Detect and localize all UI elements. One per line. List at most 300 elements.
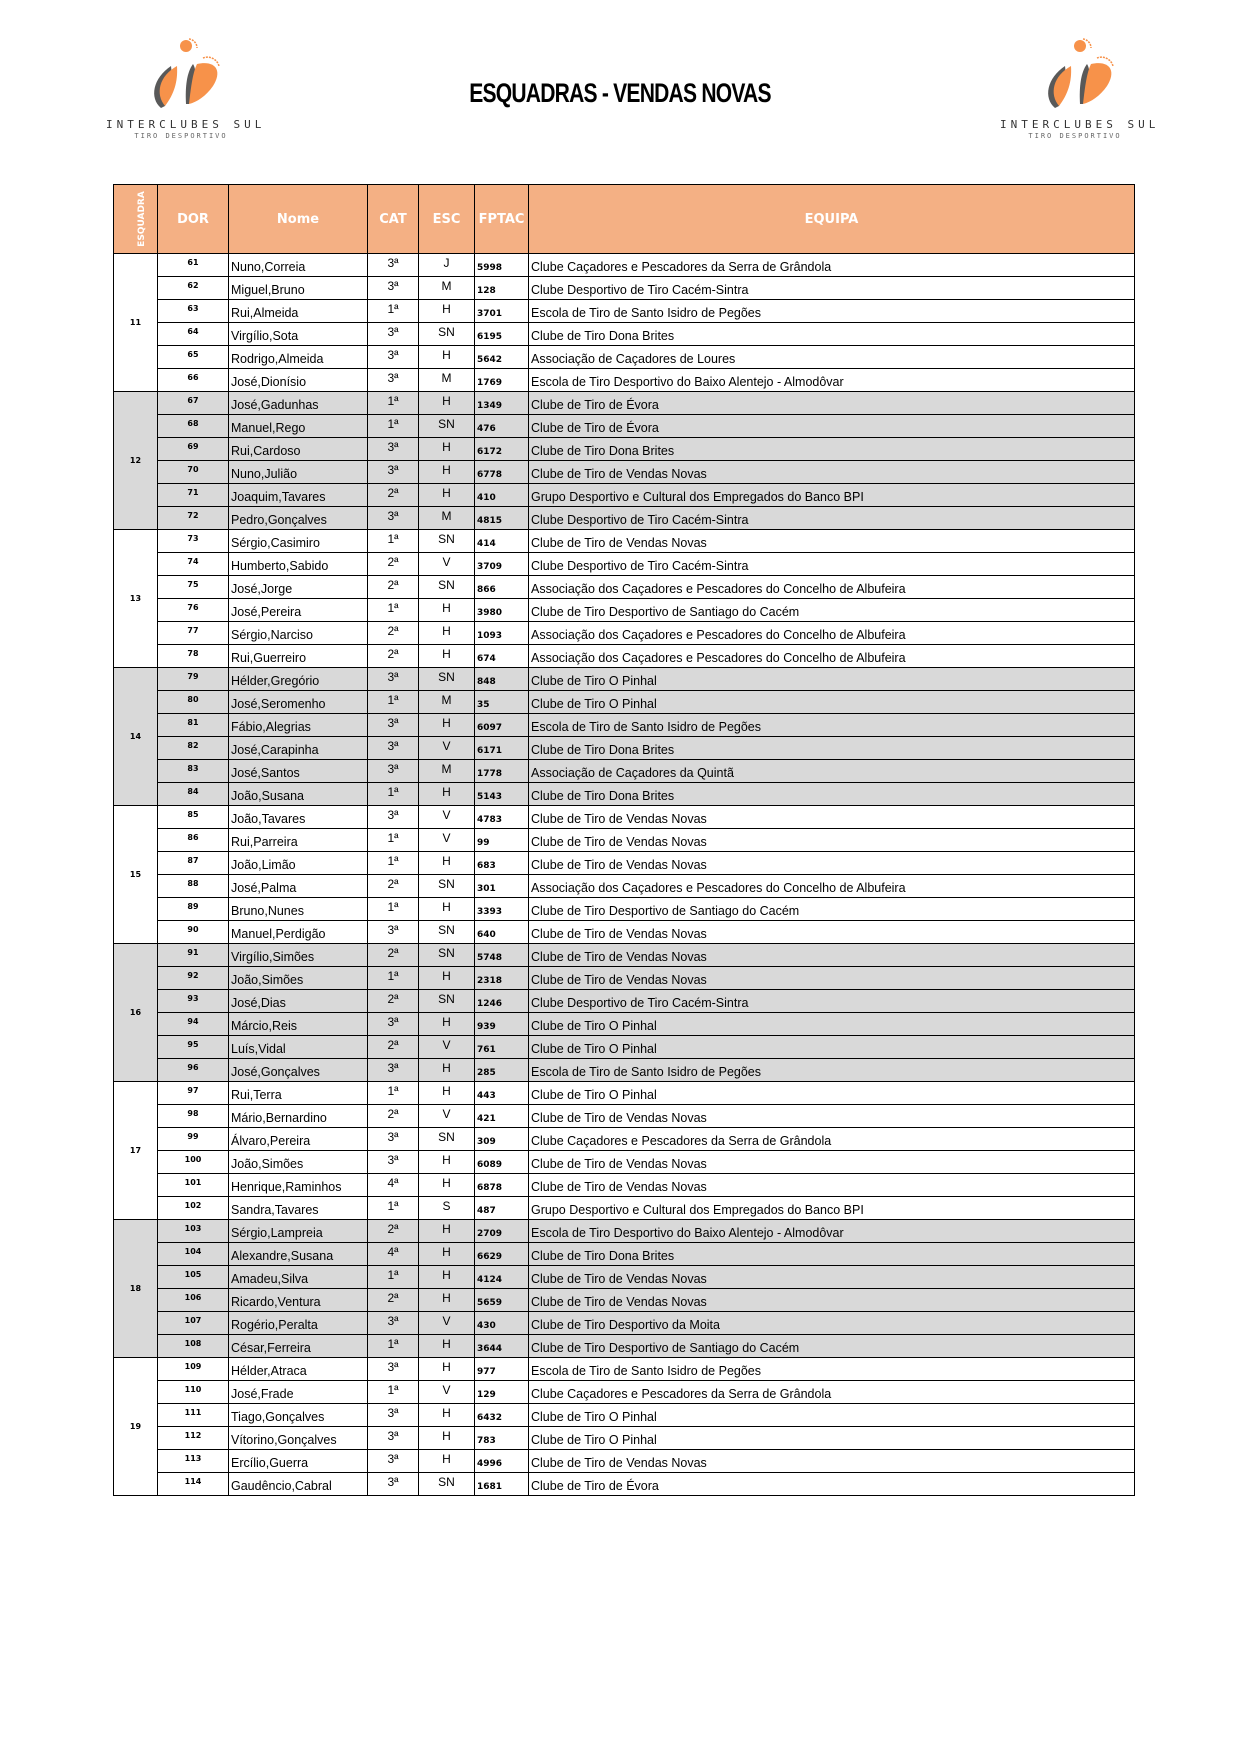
cell-esc: SN (419, 415, 475, 438)
cell-nome: Nuno,Correia (229, 254, 368, 277)
cell-fptac: 128 (475, 277, 529, 300)
page-title: ESQUADRAS - VENDAS NOVAS (469, 78, 771, 108)
table-row (114, 737, 1135, 760)
cell-dor: 102 (158, 1197, 229, 1220)
table-row (114, 576, 1135, 599)
cell-cat: 2ª (368, 645, 419, 668)
cell-dor: 105 (158, 1266, 229, 1289)
cell-dor: 86 (158, 829, 229, 852)
cell-esc: H (419, 852, 475, 875)
cell-dor: 74 (158, 553, 229, 576)
cell-nome: João,Simões (229, 967, 368, 990)
cell-equipa: Clube Desportivo de Tiro Cacém-Sintra (529, 507, 1135, 530)
cell-equipa: Associação dos Caçadores e Pescadores do Concelho de Albufeira (529, 622, 1135, 645)
table-row (114, 691, 1135, 714)
cell-esc: H (419, 622, 475, 645)
cell-equipa: Clube de Tiro de Vendas Novas (529, 1151, 1135, 1174)
table-row (114, 1013, 1135, 1036)
cell-cat: 3ª (368, 1404, 419, 1427)
table-row (114, 1243, 1135, 1266)
cell-equipa: Escola de Tiro de Santo Isidro de Pegões (529, 1059, 1135, 1082)
cell-fptac: 683 (475, 852, 529, 875)
cell-cat: 3ª (368, 921, 419, 944)
cell-cat: 3ª (368, 277, 419, 300)
cell-dor: 94 (158, 1013, 229, 1036)
cell-cat: 3ª (368, 714, 419, 737)
cell-cat: 3ª (368, 369, 419, 392)
cell-esc: H (419, 1151, 475, 1174)
cell-equipa: Clube Caçadores e Pescadores da Serra de Grândola (529, 1128, 1135, 1151)
cell-fptac: 640 (475, 921, 529, 944)
cell-equipa: Clube de Tiro de Vendas Novas (529, 530, 1135, 553)
cell-esc: SN (419, 323, 475, 346)
table-header-row (114, 185, 1135, 254)
cell-equipa: Clube de Tiro de Vendas Novas (529, 829, 1135, 852)
cell-esc: H (419, 898, 475, 921)
cell-equipa: Clube de Tiro Desportivo de Santiago do Cacém (529, 599, 1135, 622)
cell-fptac: 1769 (475, 369, 529, 392)
cell-dor: 109 (158, 1358, 229, 1381)
cell-equipa: Associação de Caçadores da Quintã (529, 760, 1135, 783)
cell-fptac: 129 (475, 1381, 529, 1404)
cell-esc: J (419, 254, 475, 277)
cell-nome: José,Gadunhas (229, 392, 368, 415)
cell-equipa: Escola de Tiro Desportivo do Baixo Alentejo - Almodôvar (529, 1220, 1135, 1243)
cell-esc: SN (419, 944, 475, 967)
table-row (114, 599, 1135, 622)
logo-right (1000, 36, 1160, 146)
column-header-esc: ESC (419, 185, 475, 254)
squad-number: 19 (114, 1358, 158, 1496)
cell-esc: V (419, 553, 475, 576)
cell-fptac: 866 (475, 576, 529, 599)
cell-equipa: Grupo Desportivo e Cultural dos Empregados do Banco BPI (529, 484, 1135, 507)
cell-fptac: 5642 (475, 346, 529, 369)
cell-equipa: Clube de Tiro O Pinhal (529, 691, 1135, 714)
cell-cat: 2ª (368, 576, 419, 599)
cell-cat: 1ª (368, 1082, 419, 1105)
cell-nome: Álvaro,Pereira (229, 1128, 368, 1151)
cell-dor: 98 (158, 1105, 229, 1128)
cell-cat: 3ª (368, 1312, 419, 1335)
table-row (114, 1266, 1135, 1289)
cell-equipa: Clube de Tiro O Pinhal (529, 1082, 1135, 1105)
cell-fptac: 5748 (475, 944, 529, 967)
cell-fptac: 99 (475, 829, 529, 852)
squad-number: 18 (114, 1220, 158, 1358)
cell-esc: H (419, 1404, 475, 1427)
cell-nome: Vítorino,Gonçalves (229, 1427, 368, 1450)
table-row (114, 944, 1135, 967)
cell-nome: Alexandre,Susana (229, 1243, 368, 1266)
cell-cat: 2ª (368, 1036, 419, 1059)
cell-dor: 113 (158, 1450, 229, 1473)
cell-equipa: Clube de Tiro O Pinhal (529, 1427, 1135, 1450)
cell-nome: Amadeu,Silva (229, 1266, 368, 1289)
squad-number: 12 (114, 392, 158, 530)
cell-fptac: 1681 (475, 1473, 529, 1496)
cell-dor: 66 (158, 369, 229, 392)
squad-number: 14 (114, 668, 158, 806)
cell-esc: H (419, 438, 475, 461)
cell-esc: V (419, 737, 475, 760)
logo-brand-text: INTERCLUBES SUL (1000, 118, 1160, 131)
cell-cat: 1ª (368, 967, 419, 990)
cell-fptac: 414 (475, 530, 529, 553)
cell-dor: 68 (158, 415, 229, 438)
cell-dor: 67 (158, 392, 229, 415)
cell-dor: 71 (158, 484, 229, 507)
cell-nome: Rodrigo,Almeida (229, 346, 368, 369)
cell-fptac: 4783 (475, 806, 529, 829)
cell-nome: José,Dionísio (229, 369, 368, 392)
cell-cat: 2ª (368, 553, 419, 576)
cell-nome: Rui,Parreira (229, 829, 368, 852)
cell-cat: 1ª (368, 1197, 419, 1220)
cell-equipa: Clube de Tiro O Pinhal (529, 668, 1135, 691)
squad-number: 13 (114, 530, 158, 668)
table-row (114, 760, 1135, 783)
cell-dor: 88 (158, 875, 229, 898)
table-row (114, 990, 1135, 1013)
cell-fptac: 1093 (475, 622, 529, 645)
cell-fptac: 285 (475, 1059, 529, 1082)
cell-equipa: Clube de Tiro de Vendas Novas (529, 944, 1135, 967)
table-row (114, 392, 1135, 415)
cell-nome: Hélder,Gregório (229, 668, 368, 691)
cell-fptac: 5998 (475, 254, 529, 277)
cell-cat: 2ª (368, 990, 419, 1013)
cell-fptac: 301 (475, 875, 529, 898)
cell-esc: M (419, 760, 475, 783)
cell-fptac: 309 (475, 1128, 529, 1151)
cell-cat: 2ª (368, 484, 419, 507)
logo-brand-text: INTERCLUBES SUL (106, 118, 266, 131)
table-row (114, 1289, 1135, 1312)
cell-cat: 3ª (368, 1427, 419, 1450)
table-row (114, 346, 1135, 369)
cell-dor: 82 (158, 737, 229, 760)
cell-nome: José,Carapinha (229, 737, 368, 760)
cell-cat: 3ª (368, 438, 419, 461)
cell-cat: 4ª (368, 1243, 419, 1266)
table-row (114, 1427, 1135, 1450)
cell-cat: 3ª (368, 1151, 419, 1174)
cell-esc: H (419, 484, 475, 507)
cell-cat: 1ª (368, 829, 419, 852)
cell-esc: V (419, 829, 475, 852)
cell-nome: Joaquim,Tavares (229, 484, 368, 507)
cell-dor: 96 (158, 1059, 229, 1082)
cell-nome: Henrique,Raminhos (229, 1174, 368, 1197)
cell-equipa: Clube de Tiro de Évora (529, 1473, 1135, 1496)
cell-equipa: Clube de Tiro de Vendas Novas (529, 1266, 1135, 1289)
cell-esc: H (419, 346, 475, 369)
squad-number: 16 (114, 944, 158, 1082)
cell-esc: H (419, 1450, 475, 1473)
cell-nome: João,Limão (229, 852, 368, 875)
table-row (114, 1105, 1135, 1128)
table-row (114, 1312, 1135, 1335)
table-row (114, 622, 1135, 645)
cell-esc: H (419, 300, 475, 323)
cell-nome: José,Dias (229, 990, 368, 1013)
cell-nome: Gaudêncio,Cabral (229, 1473, 368, 1496)
table-row (114, 438, 1135, 461)
cell-dor: 77 (158, 622, 229, 645)
cell-dor: 81 (158, 714, 229, 737)
cell-cat: 3ª (368, 806, 419, 829)
cell-nome: Sérgio,Casimiro (229, 530, 368, 553)
cell-esc: M (419, 277, 475, 300)
cell-equipa: Clube de Tiro de Évora (529, 392, 1135, 415)
cell-equipa: Clube de Tiro de Vendas Novas (529, 1174, 1135, 1197)
cell-equipa: Clube de Tiro de Vendas Novas (529, 1450, 1135, 1473)
cell-esc: H (419, 599, 475, 622)
cell-cat: 1ª (368, 530, 419, 553)
table-row (114, 369, 1135, 392)
cell-cat: 1ª (368, 691, 419, 714)
cell-cat: 3ª (368, 760, 419, 783)
squad-number: 11 (114, 254, 158, 392)
table-row (114, 277, 1135, 300)
cell-equipa: Clube de Tiro Desportivo de Santiago do Cacém (529, 898, 1135, 921)
table-row (114, 484, 1135, 507)
table-row (114, 875, 1135, 898)
cell-equipa: Clube de Tiro de Évora (529, 415, 1135, 438)
table-row (114, 806, 1135, 829)
cell-esc: H (419, 1266, 475, 1289)
cell-fptac: 3701 (475, 300, 529, 323)
cell-fptac: 6097 (475, 714, 529, 737)
cell-cat: 1ª (368, 783, 419, 806)
column-header-fptac: FPTAC (475, 185, 529, 254)
cell-equipa: Clube de Tiro Desportivo da Moita (529, 1312, 1135, 1335)
cell-esc: S (419, 1197, 475, 1220)
cell-cat: 1ª (368, 898, 419, 921)
cell-equipa: Clube Desportivo de Tiro Cacém-Sintra (529, 553, 1135, 576)
cell-nome: Humberto,Sabido (229, 553, 368, 576)
cell-nome: Rui,Almeida (229, 300, 368, 323)
cell-cat: 2ª (368, 622, 419, 645)
table-row (114, 507, 1135, 530)
cell-esc: SN (419, 1128, 475, 1151)
cell-esc: H (419, 1335, 475, 1358)
cell-esc: H (419, 392, 475, 415)
cell-dor: 76 (158, 599, 229, 622)
cell-nome: Pedro,Gonçalves (229, 507, 368, 530)
cell-cat: 2ª (368, 1289, 419, 1312)
cell-esc: V (419, 806, 475, 829)
cell-nome: José,Jorge (229, 576, 368, 599)
cell-fptac: 6089 (475, 1151, 529, 1174)
cell-equipa: Clube de Tiro de Vendas Novas (529, 806, 1135, 829)
cell-equipa: Clube de Tiro Dona Brites (529, 323, 1135, 346)
cell-cat: 1ª (368, 1335, 419, 1358)
table-row (114, 921, 1135, 944)
cell-dor: 72 (158, 507, 229, 530)
table-row (114, 783, 1135, 806)
table-row (114, 1358, 1135, 1381)
cell-esc: V (419, 1312, 475, 1335)
cell-fptac: 6629 (475, 1243, 529, 1266)
cell-esc: M (419, 369, 475, 392)
table-row (114, 1404, 1135, 1427)
cell-dor: 114 (158, 1473, 229, 1496)
table-row (114, 1174, 1135, 1197)
cell-equipa: Grupo Desportivo e Cultural dos Empregados do Banco BPI (529, 1197, 1135, 1220)
cell-cat: 1ª (368, 300, 419, 323)
cell-cat: 1ª (368, 852, 419, 875)
cell-equipa: Clube de Tiro de Vendas Novas (529, 852, 1135, 875)
cell-esc: H (419, 1243, 475, 1266)
cell-equipa: Associação dos Caçadores e Pescadores do Concelho de Albufeira (529, 875, 1135, 898)
cell-nome: Virgílio,Sota (229, 323, 368, 346)
cell-fptac: 4996 (475, 1450, 529, 1473)
cell-cat: 3ª (368, 507, 419, 530)
cell-nome: Sérgio,Lampreia (229, 1220, 368, 1243)
cell-fptac: 443 (475, 1082, 529, 1105)
table-row (114, 1151, 1135, 1174)
cell-cat: 4ª (368, 1174, 419, 1197)
cell-esc: H (419, 1289, 475, 1312)
cell-fptac: 3709 (475, 553, 529, 576)
cell-nome: João,Simões (229, 1151, 368, 1174)
cell-equipa: Escola de Tiro de Santo Isidro de Pegões (529, 714, 1135, 737)
cell-dor: 110 (158, 1381, 229, 1404)
cell-dor: 93 (158, 990, 229, 1013)
column-header-nome: Nome (229, 185, 368, 254)
table-row (114, 829, 1135, 852)
table-row (114, 254, 1135, 277)
cell-esc: H (419, 461, 475, 484)
cell-cat: 3ª (368, 1473, 419, 1496)
cell-cat: 3ª (368, 1059, 419, 1082)
cell-esc: H (419, 645, 475, 668)
table-row (114, 1381, 1135, 1404)
cell-fptac: 6778 (475, 461, 529, 484)
table-row (114, 530, 1135, 553)
cell-dor: 64 (158, 323, 229, 346)
cell-esc: SN (419, 1473, 475, 1496)
cell-nome: Nuno,Julião (229, 461, 368, 484)
cell-equipa: Clube de Tiro O Pinhal (529, 1036, 1135, 1059)
cell-esc: H (419, 1358, 475, 1381)
cell-equipa: Associação de Caçadores de Loures (529, 346, 1135, 369)
cell-fptac: 410 (475, 484, 529, 507)
cell-equipa: Escola de Tiro Desportivo do Baixo Alentejo - Almodôvar (529, 369, 1135, 392)
cell-nome: Ercílio,Guerra (229, 1450, 368, 1473)
cell-esc: SN (419, 875, 475, 898)
table-row (114, 1197, 1135, 1220)
interclubes-logo-icon (1025, 36, 1125, 116)
cell-fptac: 939 (475, 1013, 529, 1036)
cell-dor: 106 (158, 1289, 229, 1312)
table-row (114, 1059, 1135, 1082)
column-header-dor: DOR (158, 185, 229, 254)
cell-equipa: Clube de Tiro Dona Brites (529, 783, 1135, 806)
table-row (114, 323, 1135, 346)
cell-cat: 3ª (368, 1450, 419, 1473)
cell-dor: 80 (158, 691, 229, 714)
cell-equipa: Clube Caçadores e Pescadores da Serra de Grândola (529, 1381, 1135, 1404)
cell-fptac: 2318 (475, 967, 529, 990)
cell-esc: H (419, 1013, 475, 1036)
cell-cat: 3ª (368, 737, 419, 760)
squad-number: 17 (114, 1082, 158, 1220)
cell-fptac: 4124 (475, 1266, 529, 1289)
cell-nome: José,Seromenho (229, 691, 368, 714)
table-row (114, 1128, 1135, 1151)
cell-dor: 99 (158, 1128, 229, 1151)
cell-nome: João,Tavares (229, 806, 368, 829)
table-row (114, 898, 1135, 921)
cell-cat: 3ª (368, 254, 419, 277)
cell-esc: V (419, 1036, 475, 1059)
cell-fptac: 430 (475, 1312, 529, 1335)
cell-nome: Sandra,Tavares (229, 1197, 368, 1220)
cell-nome: João,Susana (229, 783, 368, 806)
cell-fptac: 6172 (475, 438, 529, 461)
column-header-equipa: EQUIPA (529, 185, 1135, 254)
cell-fptac: 674 (475, 645, 529, 668)
cell-dor: 104 (158, 1243, 229, 1266)
cell-fptac: 421 (475, 1105, 529, 1128)
cell-esc: SN (419, 921, 475, 944)
cell-equipa: Escola de Tiro de Santo Isidro de Pegões (529, 300, 1135, 323)
cell-cat: 1ª (368, 599, 419, 622)
cell-fptac: 3644 (475, 1335, 529, 1358)
cell-dor: 92 (158, 967, 229, 990)
cell-nome: Sérgio,Narciso (229, 622, 368, 645)
cell-nome: Rui,Cardoso (229, 438, 368, 461)
cell-fptac: 6432 (475, 1404, 529, 1427)
cell-nome: Bruno,Nunes (229, 898, 368, 921)
table-row (114, 645, 1135, 668)
cell-fptac: 761 (475, 1036, 529, 1059)
cell-esc: H (419, 1082, 475, 1105)
cell-cat: 3ª (368, 346, 419, 369)
cell-equipa: Clube de Tiro Desportivo de Santiago do Cacém (529, 1335, 1135, 1358)
cell-fptac: 35 (475, 691, 529, 714)
cell-fptac: 4815 (475, 507, 529, 530)
cell-fptac: 6878 (475, 1174, 529, 1197)
squads-table (113, 184, 1135, 1496)
table-row (114, 1335, 1135, 1358)
cell-nome: Miguel,Bruno (229, 277, 368, 300)
cell-dor: 85 (158, 806, 229, 829)
cell-fptac: 1778 (475, 760, 529, 783)
cell-esc: V (419, 1381, 475, 1404)
cell-esc: H (419, 783, 475, 806)
cell-dor: 97 (158, 1082, 229, 1105)
table-row (114, 1473, 1135, 1496)
cell-equipa: Clube de Tiro Dona Brites (529, 438, 1135, 461)
cell-dor: 73 (158, 530, 229, 553)
cell-nome: Márcio,Reis (229, 1013, 368, 1036)
cell-nome: Rui,Guerreiro (229, 645, 368, 668)
cell-dor: 112 (158, 1427, 229, 1450)
cell-cat: 3ª (368, 668, 419, 691)
cell-equipa: Escola de Tiro de Santo Isidro de Pegões (529, 1358, 1135, 1381)
cell-nome: Luís,Vidal (229, 1036, 368, 1059)
cell-nome: José,Pereira (229, 599, 368, 622)
cell-nome: Hélder,Atraca (229, 1358, 368, 1381)
squad-number: 15 (114, 806, 158, 944)
cell-equipa: Associação dos Caçadores e Pescadores do Concelho de Albufeira (529, 645, 1135, 668)
cell-nome: José,Gonçalves (229, 1059, 368, 1082)
cell-dor: 65 (158, 346, 229, 369)
